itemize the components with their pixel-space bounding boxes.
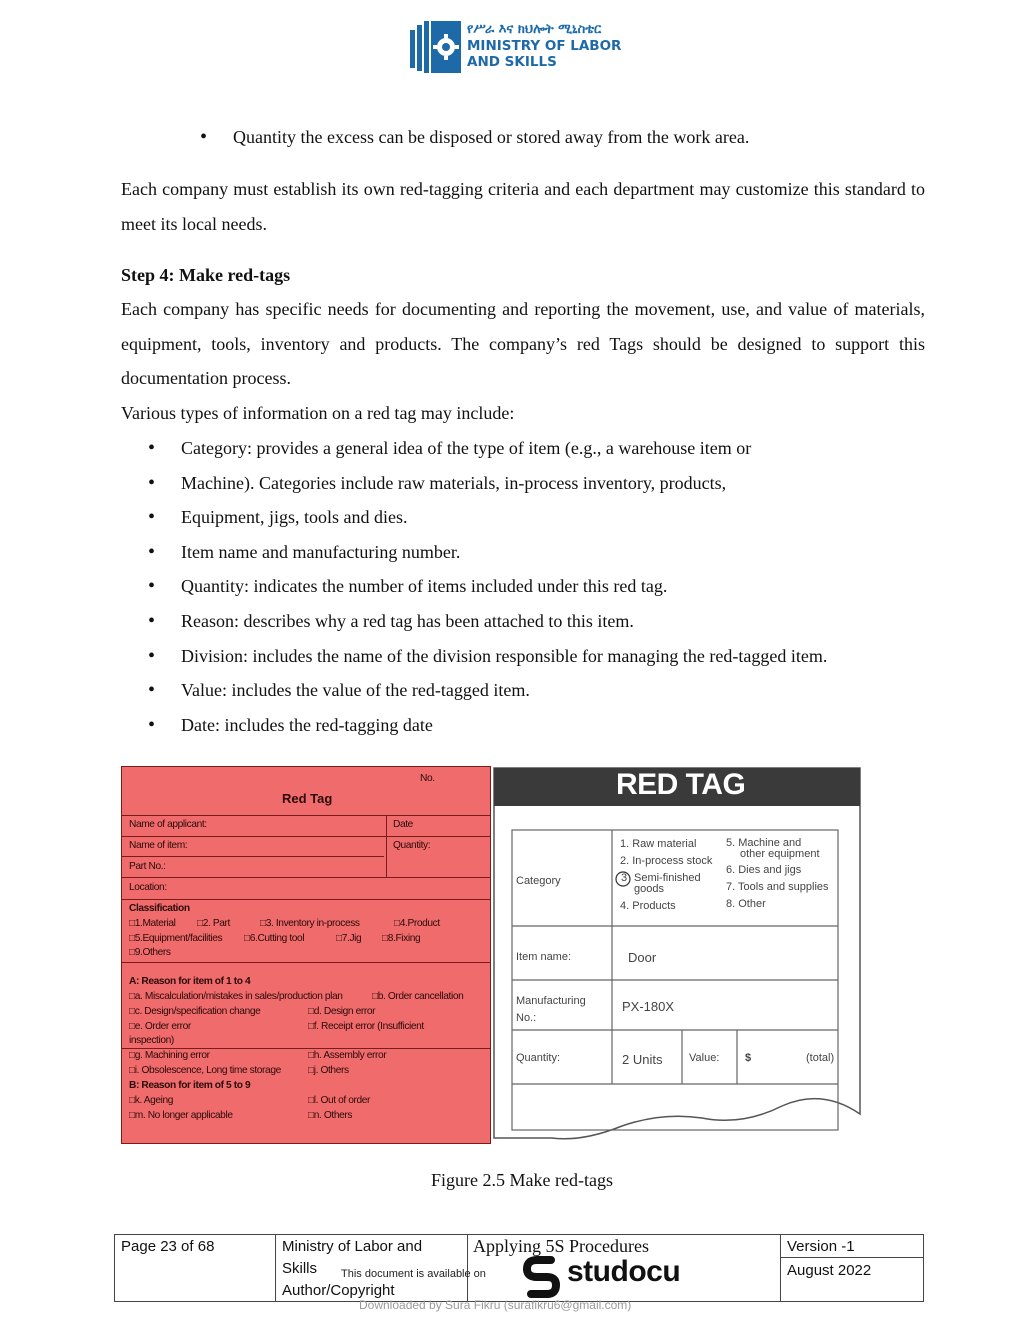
card-value: $ (745, 1052, 752, 1064)
list-item: • Value: includes the value of the red-tagged item. (148, 673, 928, 708)
form-option: □j. Others (308, 1065, 349, 1076)
card-option-circled: 3 (620, 872, 628, 884)
info-bullet-list (148, 431, 928, 742)
footer-table (114, 1234, 924, 1302)
list-item: • Machine). Categories include raw materials, in-process inventory, products, (148, 466, 928, 501)
form-option: □1.Material (129, 918, 176, 929)
form-field: Date (393, 819, 413, 830)
card-label: No.: (516, 1012, 537, 1024)
list-item: • Equipment, jigs, tools and dies. (148, 500, 928, 535)
paragraph-documentation: Each company has specific needs for documenting and reporting the movement, use, and value of materials, equipment, tools, inventory and products. The company’s red Tags should be designed to support this documentation process. (121, 299, 925, 389)
form-title: Red Tag (282, 791, 333, 806)
card-option: 7. Tools and supplies (726, 881, 829, 893)
form-option: inspection) (129, 1035, 174, 1046)
form-field: Location: (129, 882, 167, 893)
form-option: □8.Fixing (382, 933, 421, 944)
form-option: □a. Miscalculation/mistakes in sales/production plan (129, 991, 343, 1002)
form-option: □7.Jig (336, 933, 362, 944)
card-option: 1. Raw material (620, 838, 697, 850)
form-option: □l. Out of order (308, 1095, 371, 1106)
card-value: (total) (806, 1052, 835, 1064)
footer-page: Page 23 of 68 (121, 1238, 215, 1255)
form-option: □5.Equipment/facilities (129, 933, 223, 944)
form-option: □3. Inventory in-process (260, 918, 360, 929)
footer-author-3: Author/Copyright (282, 1282, 395, 1299)
card-option: other equipment (740, 848, 820, 860)
paragraph-intro: Various types of information on a red tag may include: (121, 403, 515, 423)
form-option: □f. Receipt error (Insufficient (308, 1021, 424, 1032)
form-no: No. (420, 773, 435, 784)
list-item: • Item name and manufacturing number. (148, 535, 928, 570)
card-option: 4. Products (620, 900, 676, 912)
form-option: □d. Design error (308, 1006, 376, 1017)
form-section: Classification (129, 903, 190, 914)
footer-subject: Applying 5S Procedures (473, 1236, 649, 1256)
form-field: Quantity: (393, 840, 431, 851)
card-option: 5. Machine and (726, 837, 802, 849)
card-option: 8. Other (726, 898, 766, 910)
form-option: □i. Obsolescence, Long time storage (129, 1065, 281, 1076)
form-option: □9.Others (129, 947, 171, 958)
studocu-logo[interactable]: studocu (567, 1255, 681, 1288)
form-option: □4.Product (394, 918, 440, 929)
card-label: Value: (689, 1052, 720, 1064)
list-item: • Quantity: indicates the number of items included under this red tag. (148, 569, 928, 604)
list-item: • Reason: describes why a red tag has been attached to this item. (148, 604, 928, 639)
studocu-icon (523, 1256, 563, 1298)
card-option: Semi-finished (634, 872, 701, 884)
list-item: • Date: includes the red-tagging date (148, 708, 928, 743)
list-item: • Division: includes the name of the division responsible for managing the red-tagged item. (148, 639, 928, 674)
form-section: A: Reason for item of 1 to 4 (129, 976, 251, 987)
card-option: 2. In-process stock (620, 855, 713, 867)
footer-date: August 2022 (787, 1262, 872, 1279)
studocu-note: This document is available on (341, 1268, 486, 1280)
form-option: □k. Ageing (129, 1095, 174, 1106)
form-option: □c. Design/specification change (129, 1006, 261, 1017)
form-field: Part No.: (129, 861, 166, 872)
red-tag-form (121, 766, 491, 1144)
list-item: • Quantity the excess can be disposed or stored away from the work area. (200, 120, 920, 155)
form-option: □n. Others (308, 1110, 353, 1121)
form-section: B: Reason for item of 5 to 9 (129, 1080, 251, 1091)
red-tag-card (492, 766, 864, 1146)
card-label: Item name: (516, 951, 572, 963)
card-title: RED TAG (616, 768, 746, 801)
paragraph-criteria: Each company must establish its own red-tagging criteria and each department may customize this standard to meet its local needs. (121, 179, 925, 234)
step-heading: Step 4: Make red-tags (121, 265, 291, 285)
footer-author-1: Ministry of Labor and (282, 1238, 423, 1255)
form-option: □6.Cutting tool (244, 933, 305, 944)
top-bullet-list (200, 120, 920, 155)
form-option: □2. Part (197, 918, 230, 929)
figure-caption: Figure 2.5 Make red-tags (431, 1170, 613, 1190)
card-label: Quantity: (516, 1052, 561, 1064)
card-label: Manufacturing (516, 995, 586, 1007)
card-value: PX-180X (622, 999, 675, 1014)
form-option: □h. Assembly error (308, 1050, 387, 1061)
card-value: Door (628, 950, 657, 965)
form-field: Name of applicant: (129, 819, 207, 830)
card-value: 2 Units (622, 1052, 663, 1067)
form-option: □e. Order error (129, 1021, 191, 1032)
footer-author-2: Skills (282, 1260, 318, 1277)
list-item: • Category: provides a general idea of the type of item (e.g., a warehouse item or (148, 431, 928, 466)
form-field: Name of item: (129, 840, 188, 851)
card-option: 6. Dies and jigs (726, 864, 802, 876)
form-option: □b. Order cancellation (372, 991, 464, 1002)
download-note: Downloaded by Sura Fikru (surafikru6@gmail.com) (359, 1298, 632, 1312)
form-option: □g. Machining error (129, 1050, 210, 1061)
card-option: goods (634, 883, 664, 895)
form-option: □m. No longer applicable (129, 1110, 233, 1121)
ministry-name: የሥራ እና ክህሎት ሚኒስቴር MINISTRY OF LABOR AND SKILLS (467, 22, 622, 70)
card-label: Category (516, 875, 561, 887)
footer-version: Version -1 (787, 1238, 855, 1255)
